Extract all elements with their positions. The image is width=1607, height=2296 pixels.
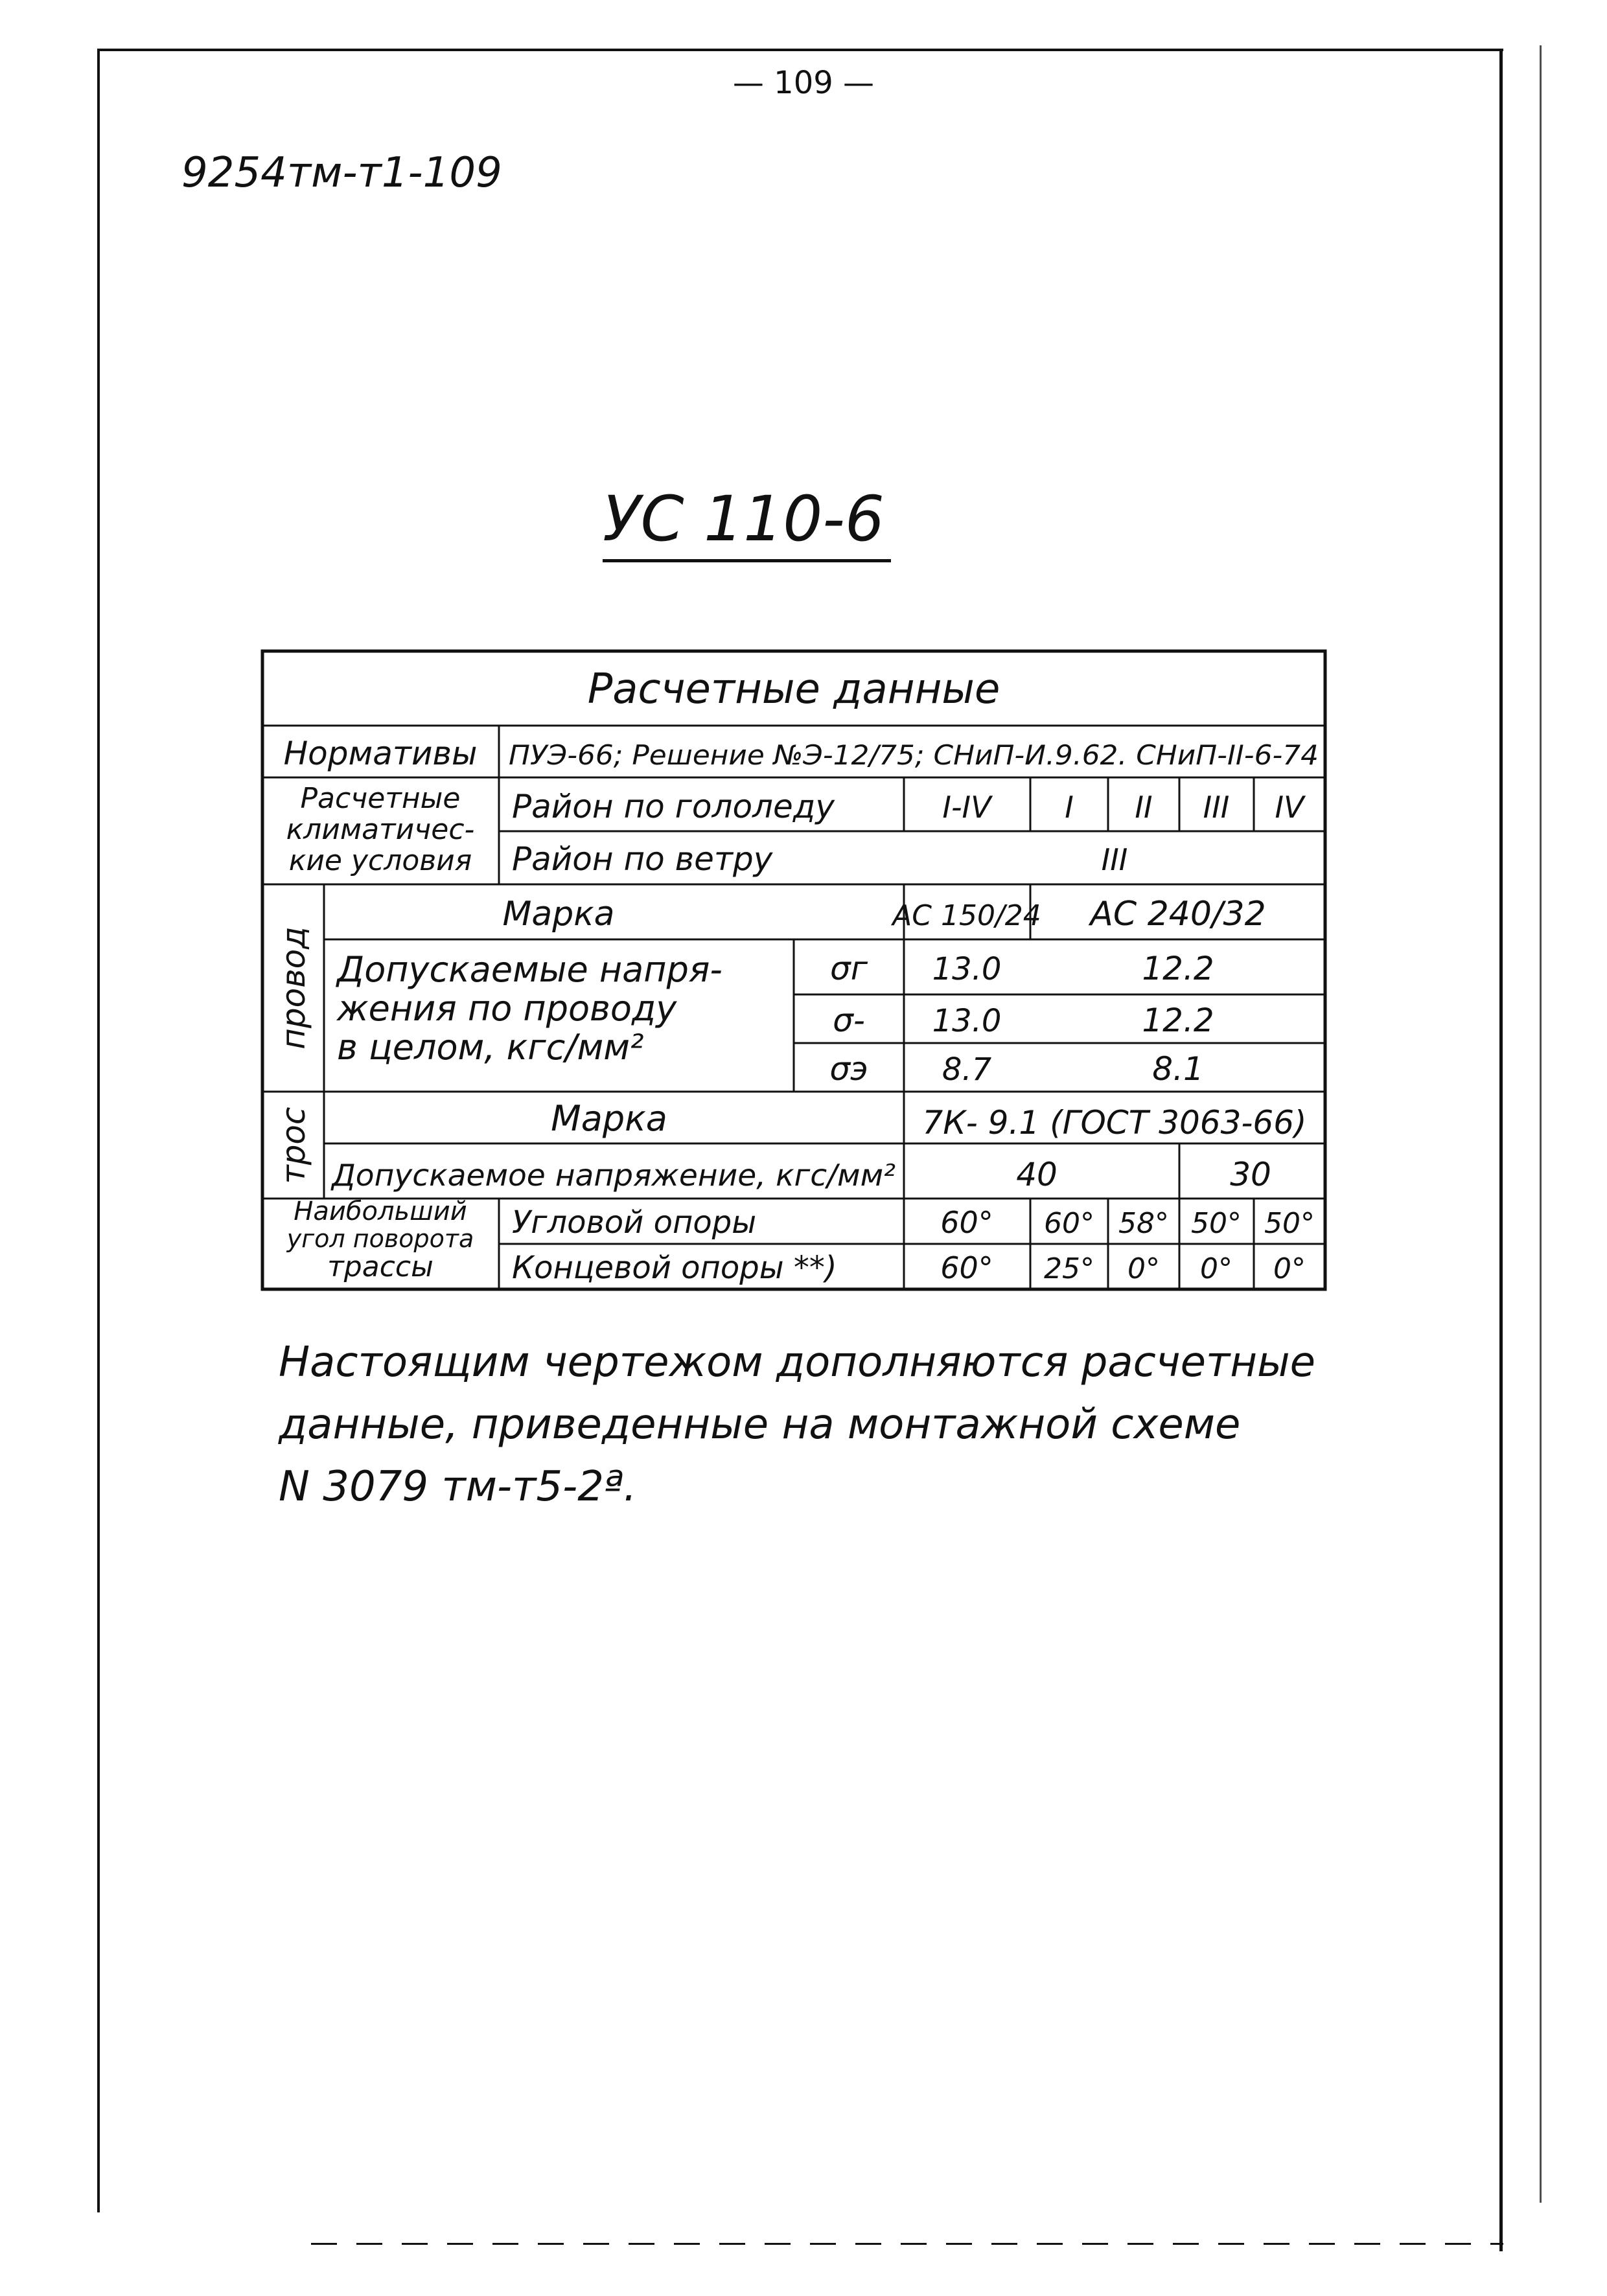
stress-value-ac240: 12.2 bbox=[1142, 950, 1214, 987]
wire-stress-label-line-1: Допускаемые напря- bbox=[337, 949, 723, 990]
cable-section-label: трос bbox=[275, 1107, 312, 1184]
ice-region-value: I bbox=[1065, 790, 1074, 825]
angle-label-line-2: угол поворота bbox=[286, 1224, 474, 1253]
wind-region-value: III bbox=[1101, 842, 1128, 877]
document-code: 9254тм-т1-109 bbox=[181, 149, 502, 197]
normatives-value: ПУЭ-66; Решение №Э-12/75; СНиП-И.9.62. СНиП-II-6-74 bbox=[509, 739, 1319, 771]
note-line: N 3079 тм-т5-2ª. bbox=[279, 1463, 637, 1511]
cable-stress-value: 30 bbox=[1230, 1156, 1271, 1193]
end-angle-value: 60° bbox=[940, 1250, 993, 1285]
end-angle-value: 25° bbox=[1044, 1252, 1094, 1285]
table-caption: Расчетные данные bbox=[587, 665, 1000, 713]
stress-symbol: σг bbox=[830, 950, 868, 987]
end-angle-value: 0° bbox=[1127, 1252, 1160, 1285]
stress-value-ac150: 13.0 bbox=[932, 1003, 1002, 1039]
ice-region-value: II bbox=[1135, 790, 1153, 825]
cable-stress-value: 40 bbox=[1016, 1156, 1058, 1193]
page-title: УС 110-6 bbox=[603, 483, 891, 562]
corner-angle-value: 50° bbox=[1191, 1207, 1242, 1240]
stress-value-ac150: 13.0 bbox=[932, 951, 1002, 987]
cable-stress-label: Допускаемое напряжение, кгс/мм² bbox=[330, 1158, 896, 1193]
wind-region-label: Район по ветру bbox=[512, 840, 773, 878]
corner-angle-value: 60° bbox=[940, 1205, 993, 1240]
corner-support-label: Угловой опоры bbox=[512, 1204, 757, 1241]
page-number: — 109 — bbox=[732, 65, 875, 101]
cable-brand-label: Марка bbox=[551, 1098, 667, 1139]
end-support-label: Концевой опоры **) bbox=[512, 1250, 837, 1286]
note-line: Настоящим чертежом дополняются расчетные bbox=[279, 1338, 1315, 1386]
wire-brand-value: АС 150/24 bbox=[892, 899, 1041, 932]
stress-value-ac240: 8.1 bbox=[1152, 1050, 1204, 1088]
climate-label-line-1: Расчетные bbox=[300, 782, 461, 815]
corner-angle-value: 58° bbox=[1118, 1207, 1169, 1240]
ice-region-value: I-IV bbox=[942, 790, 991, 825]
wire-stress-label-line-3: в целом, кгс/мм² bbox=[337, 1027, 644, 1068]
note-line: данные, приведенные на монтажной схеме bbox=[279, 1401, 1241, 1449]
ice-region-value: IV bbox=[1275, 790, 1304, 825]
climate-label-line-2: климатичес- bbox=[286, 813, 475, 846]
normatives-label: Нормативы bbox=[283, 735, 478, 772]
ice-region-label: Район по гололеду bbox=[512, 788, 835, 825]
corner-angle-value: 50° bbox=[1264, 1207, 1315, 1240]
wire-brand-label: Марка bbox=[502, 895, 615, 934]
corner-angle-value: 60° bbox=[1044, 1207, 1094, 1240]
end-angle-value: 0° bbox=[1273, 1252, 1306, 1285]
stress-symbol: σ- bbox=[833, 1002, 865, 1039]
climate-label-line-3: кие условия bbox=[288, 844, 472, 877]
angle-label-line-3: трассы bbox=[327, 1250, 434, 1283]
stress-symbol: σэ bbox=[829, 1050, 868, 1088]
stress-value-ac240: 12.2 bbox=[1142, 1002, 1214, 1039]
cable-brand-value: 7К- 9.1 (ГОСТ 3063-66) bbox=[922, 1104, 1307, 1142]
note-paragraph bbox=[279, 1331, 1380, 1518]
ice-region-value: III bbox=[1203, 790, 1230, 825]
wire-section-label: провод bbox=[275, 926, 312, 1050]
angle-label-line-1: Наибольший bbox=[294, 1197, 467, 1226]
wire-stress-label-line-2: жения по проводу bbox=[337, 988, 677, 1029]
end-angle-value: 0° bbox=[1200, 1252, 1232, 1285]
stress-value-ac150: 8.7 bbox=[942, 1051, 992, 1088]
wire-brand-value: АС 240/32 bbox=[1090, 895, 1266, 934]
